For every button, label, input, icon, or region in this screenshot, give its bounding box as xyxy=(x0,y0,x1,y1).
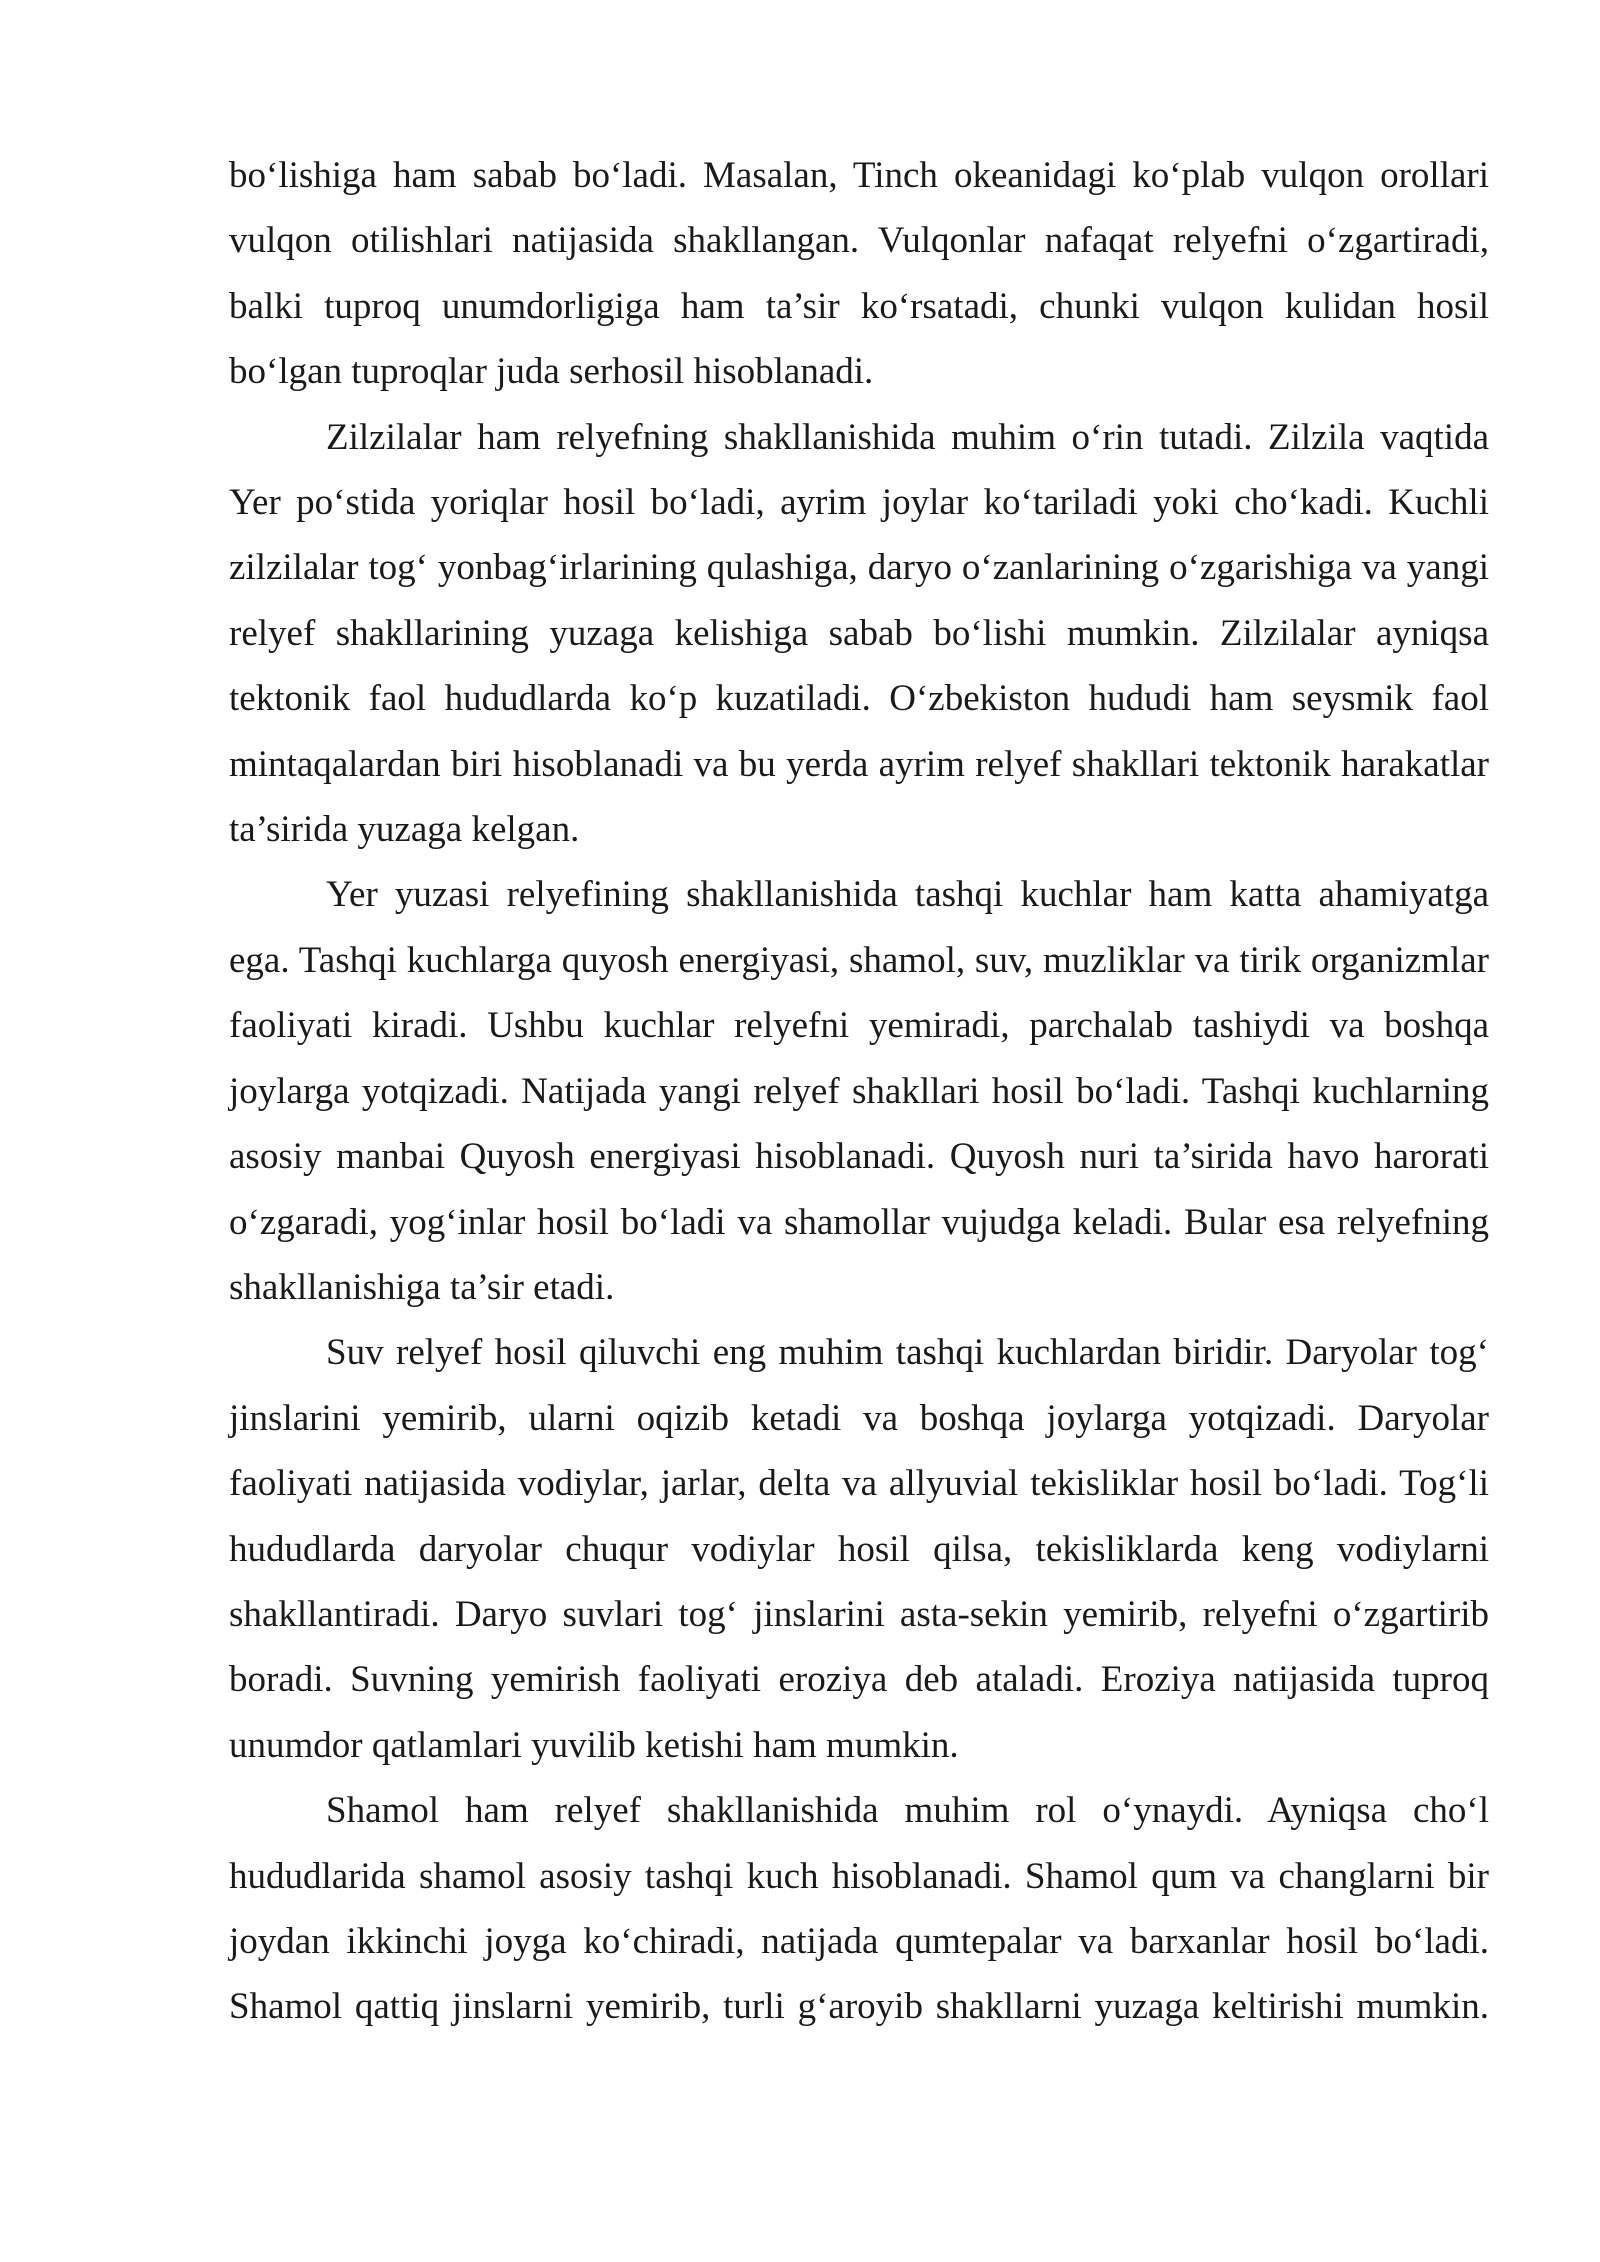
document-page xyxy=(229,143,1489,2040)
paragraph-earthquakes: Zilzilalar ham relyefning shakllanishida muhim o‘rin tutadi. Zilzila vaqtida Yer po‘stida yoriqlar hosil bo‘ladi, ayrim joylar ko‘tariladi yoki cho‘kadi. Kuchli zilzilalar tog‘ yonbag‘irlarining qulashiga, daryo o‘zanlarining o‘zgarishiga va yangi relyef shakllarining yuzaga kelishiga sabab bo‘lishi mumkin. Zilzilalar ayniqsa tektonik faol hududlarda ko‘p kuzatiladi. O‘zbekiston hududi ham seysmik faol mintaqalardan biri hisoblanadi va bu yerda ayrim relyef shakllari tektonik harakatlar ta’sirida yuzaga kelgan. xyxy=(229,416,1489,851)
paragraph-water: Suv relyef hosil qiluvchi eng muhim tashqi kuchlardan biridir. Daryolar tog‘ jinslarini yemirib, ularni oqizib ketadi va boshqa joylarga yotqizadi. Daryolar faoliyati natijasida vodiylar, jarlar, delta va allyuvial tekisliklar hosil bo‘ladi. Tog‘li hududlarda daryolar chuqur vodiylar hosil qilsa, tekisliklarda keng vodiylarni shakllantiradi. Daryo suvlari tog‘ jinslarini asta-sekin yemirib, relyefni o‘zgartirib boradi. Suvning yemirish faoliyati eroziya deb ataladi. Eroziya natijasida tuproq unumdor qatlamlari yuvilib ketishi ham mumkin. xyxy=(229,1332,1489,1766)
paragraph-external-forces: Yer yuzasi relyefining shakllanishida tashqi kuchlar ham katta ahamiyatga ega. Tashqi kuchlarga quyosh energiyasi, shamol, suv, muzliklar va tirik organizmlar faoliyati kiradi. Ushbu kuchlar relyefni yemiradi, parchalab tashiydi va boshqa joylarga yotqizadi. Natijada yangi relyef shakllari hosil bo‘ladi. Tashqi kuchlarning asosiy manbai Quyosh energiyasi hisoblanadi. Quyosh nuri ta’sirida havo harorati o‘zgaradi, yog‘inlar hosil bo‘ladi va shamollar vujudga keladi. Bular esa relyefning shakllanishiga ta’sir etadi. xyxy=(229,874,1489,1308)
paragraph-wind: Shamol ham relyef shakllanishida muhim rol o‘ynaydi. Ayniqsa cho‘l hududlarida shamol asosiy tashqi kuch hisoblanadi. Shamol qum va changlarni bir joydan ikkinchi joyga ko‘chiradi, natijada qumtepalar va barxanlar hosil bo‘ladi. Shamol qattiq jinslarni yemirib, turli g‘aroyib shakllarni yuzaga keltirishi mumkin. xyxy=(229,1790,1489,2028)
paragraph-volcano-continuation: bo‘lishiga ham sabab bo‘ladi. Masalan, Tinch okeanidagi ko‘plab vulqon orollari vulqon otilishlari natijasida shakllangan. Vulqonlar nafaqat relyefni o‘zgartiradi, balki tuproq unumdorligiga ham ta’sir ko‘rsatadi, chunki vulqon kulidan hosil bo‘lgan tuproqlar juda serhosil hisoblanadi. xyxy=(229,155,1489,393)
